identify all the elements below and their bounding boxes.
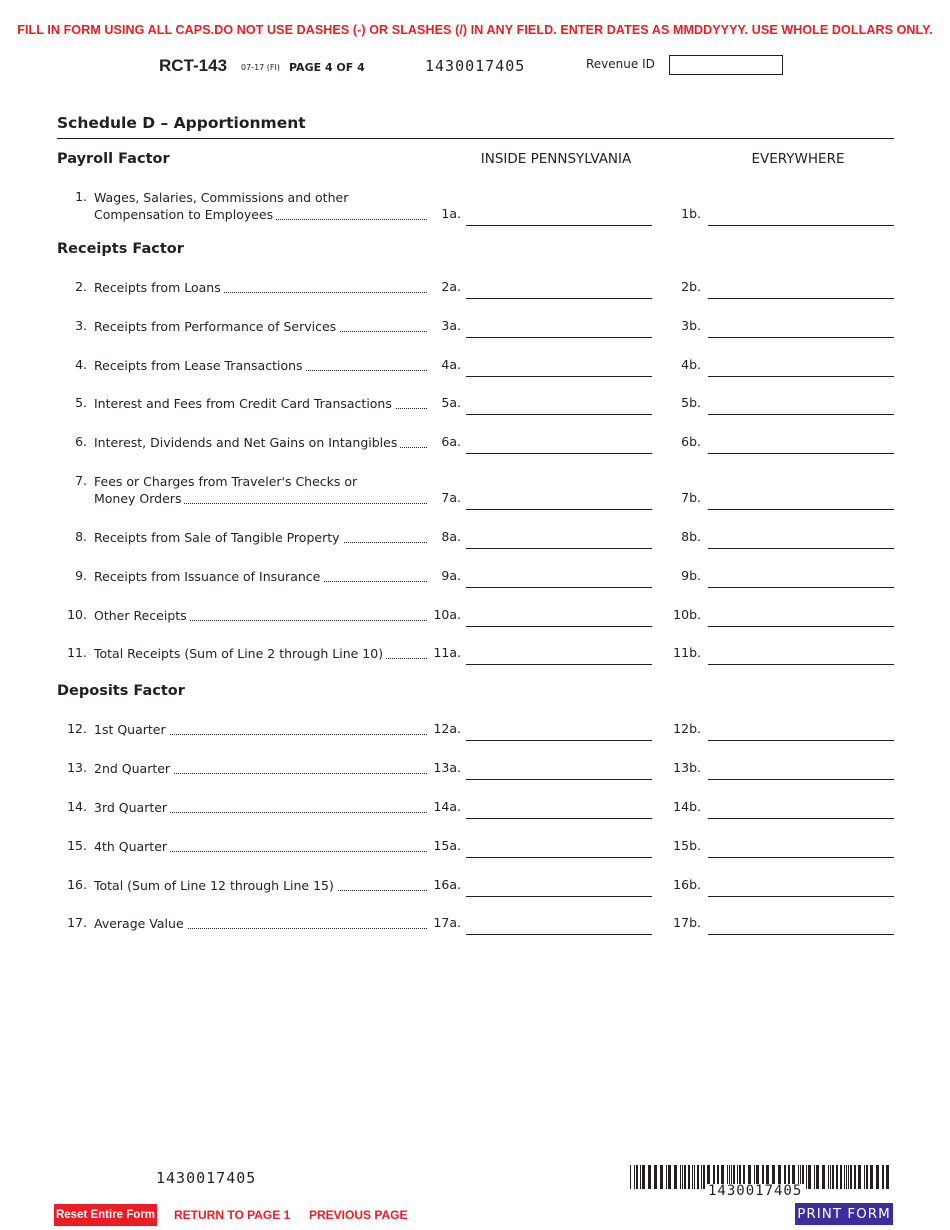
line-row-8 — [0, 529, 950, 569]
barcode-bar — [858, 1165, 861, 1189]
barcode-bar — [828, 1165, 829, 1189]
line-label: 4th Quarter — [94, 838, 427, 855]
line-label: Receipts from Lease Transactions — [94, 357, 427, 374]
barcode-bar — [654, 1165, 657, 1189]
barcode-bar — [648, 1165, 651, 1189]
footer-document-number: 1430017405 — [156, 1169, 257, 1187]
document-number: 1430017405 — [425, 57, 526, 75]
barcode-bar — [701, 1165, 702, 1189]
field-11b[interactable] — [708, 646, 894, 665]
line-row-14 — [0, 799, 950, 839]
field-7a[interactable] — [466, 491, 652, 510]
barcode-bar — [876, 1165, 879, 1189]
field-10b[interactable] — [708, 608, 894, 627]
field-6b[interactable] — [708, 435, 894, 454]
line-code-b: 17b. — [673, 915, 701, 930]
field-15b[interactable] — [708, 839, 894, 858]
line-row-9 — [0, 568, 950, 608]
barcode-bar — [680, 1165, 681, 1189]
line-number: 1. — [75, 189, 87, 204]
field-5a[interactable] — [466, 396, 652, 415]
barcode-bar — [854, 1165, 856, 1189]
line-label: Other Receipts — [94, 607, 427, 624]
barcode-bar — [846, 1165, 847, 1189]
form-instructions: FILL IN FORM USING ALL CAPS.DO NOT USE DASHES (-) OR SLASHES (/) IN ANY FIELD. ENTER DATES AS MMDDYYYY. USE WHOLE DOLLARS ONLY. — [17, 23, 933, 37]
column-header-everywhere: EVERYWHERE — [751, 151, 845, 167]
barcode-bar — [844, 1165, 845, 1189]
barcode-bar — [660, 1165, 663, 1189]
line-label: Receipts from Loans — [94, 279, 427, 296]
field-2b[interactable] — [708, 280, 894, 299]
barcode-bar — [848, 1165, 849, 1189]
barcode-bar — [836, 1165, 838, 1189]
line-label: 2nd Quarter — [94, 760, 427, 777]
line-code-b: 3b. — [681, 318, 701, 333]
field-9b[interactable] — [708, 569, 894, 588]
barcode-bar — [806, 1165, 807, 1189]
barcode-bar — [870, 1165, 873, 1189]
field-4b[interactable] — [708, 358, 894, 377]
field-14b[interactable] — [708, 800, 894, 819]
line-label: Wages, Salaries, Commissions and other Compensation to Employees — [94, 189, 427, 223]
field-17a[interactable] — [466, 916, 652, 935]
line-code-b: 16b. — [673, 877, 701, 892]
line-label: Average Value — [94, 915, 427, 932]
section-deposits-factor: Deposits Factor — [57, 683, 185, 699]
line-code-a: 15a. — [433, 838, 461, 853]
line-code-a: 14a. — [433, 799, 461, 814]
barcode-bar — [682, 1165, 683, 1189]
line-row-2 — [0, 279, 950, 319]
barcode-bar — [666, 1165, 667, 1189]
field-17b[interactable] — [708, 916, 894, 935]
barcode-bar — [703, 1165, 705, 1189]
line-code-a: 12a. — [433, 721, 461, 736]
line-code-a: 9a. — [441, 568, 461, 583]
line-code-a: 6a. — [441, 434, 461, 449]
line-number: 6. — [75, 434, 87, 449]
column-header-inside-pennsylvania: INSIDE PENNSYLVANIA — [480, 151, 632, 167]
line-row-15 — [0, 838, 950, 878]
barcode-bar — [674, 1165, 677, 1189]
field-10a[interactable] — [466, 608, 652, 627]
field-1a[interactable] — [466, 207, 652, 226]
field-12b[interactable] — [708, 722, 894, 741]
previous-page-link[interactable]: PREVIOUS PAGE — [309, 1208, 408, 1222]
line-label: Interest and Fees from Credit Card Transactions — [94, 395, 427, 412]
title-divider — [57, 138, 894, 139]
line-code-b: 2b. — [681, 279, 701, 294]
barcode-bar — [832, 1165, 834, 1189]
line-code-b: 10b. — [673, 607, 701, 622]
line-code-b: 11b. — [673, 645, 701, 660]
line-row-17 — [0, 915, 950, 955]
barcode-bar — [688, 1165, 690, 1189]
line-number: 11. — [67, 645, 87, 660]
line-code-a: 3a. — [441, 318, 461, 333]
field-8a[interactable] — [466, 530, 652, 549]
barcode-bar — [866, 1165, 868, 1189]
barcode-bar — [697, 1165, 699, 1189]
field-15a[interactable] — [466, 839, 652, 858]
line-label: Interest, Dividends and Net Gains on Intangibles — [94, 434, 427, 451]
line-number: 3. — [75, 318, 87, 333]
field-5b[interactable] — [708, 396, 894, 415]
line-number: 9. — [75, 568, 87, 583]
revenue-id-field[interactable] — [669, 55, 783, 75]
line-number: 17. — [67, 915, 87, 930]
line-label: Receipts from Issuance of Insurance — [94, 568, 427, 585]
barcode-bar — [634, 1165, 635, 1189]
line-row-3 — [0, 318, 950, 358]
field-9a[interactable] — [466, 569, 652, 588]
page-indicator: PAGE 4 OF 4 — [289, 61, 365, 74]
barcode-number: 1430017405 — [708, 1183, 803, 1199]
line-code-a: 1a. — [441, 206, 461, 221]
line-row-13 — [0, 760, 950, 800]
line-row-1 — [0, 188, 950, 228]
field-8b[interactable] — [708, 530, 894, 549]
line-code-b: 14b. — [673, 799, 701, 814]
line-number: 15. — [67, 838, 87, 853]
field-16a[interactable] — [466, 878, 652, 897]
line-number: 4. — [75, 357, 87, 372]
reset-form-button[interactable]: Reset Entire Form — [54, 1204, 157, 1226]
form-revision: 07-17 (FI) — [241, 63, 280, 72]
field-14a[interactable] — [466, 800, 652, 819]
line-code-a: 4a. — [441, 357, 461, 372]
barcode-bar — [830, 1165, 831, 1189]
barcode-bar — [816, 1165, 819, 1189]
line-number: 13. — [67, 760, 87, 775]
barcode-bar — [684, 1165, 686, 1189]
line-code-b: 5b. — [681, 395, 701, 410]
return-to-page-1-link[interactable]: RETURN TO PAGE 1 — [174, 1208, 291, 1222]
barcode-bar — [642, 1165, 645, 1189]
line-label: 3rd Quarter — [94, 799, 427, 816]
line-row-12 — [0, 721, 950, 761]
barcode-bar — [886, 1165, 889, 1189]
line-code-b: 9b. — [681, 568, 701, 583]
line-label: Fees or Charges from Traveler's Checks or Money Orders — [94, 473, 427, 507]
line-row-4 — [0, 357, 950, 397]
line-number: 2. — [75, 279, 87, 294]
line-code-a: 7a. — [441, 490, 461, 505]
line-number: 14. — [67, 799, 87, 814]
line-code-a: 8a. — [441, 529, 461, 544]
line-number: 5. — [75, 395, 87, 410]
line-code-b: 7b. — [681, 490, 701, 505]
line-number: 7. — [75, 473, 87, 488]
revenue-id-label: Revenue ID — [586, 57, 655, 71]
field-13b[interactable] — [708, 761, 894, 780]
line-row-7 — [0, 472, 950, 512]
section-receipts-factor: Receipts Factor — [57, 241, 184, 257]
field-3b[interactable] — [708, 319, 894, 338]
section-payroll-factor: Payroll Factor — [57, 151, 170, 167]
field-7b[interactable] — [708, 491, 894, 510]
barcode-bar — [630, 1165, 631, 1189]
field-2a[interactable] — [466, 280, 652, 299]
barcode-bar — [822, 1165, 825, 1189]
line-row-6 — [0, 434, 950, 474]
barcode-bar — [668, 1165, 671, 1189]
line-code-b: 12b. — [673, 721, 701, 736]
line-number: 10. — [67, 607, 87, 622]
line-code-a: 5a. — [441, 395, 461, 410]
line-label: Receipts from Sale of Tangible Property — [94, 529, 427, 546]
print-form-button[interactable]: PRINT FORM — [795, 1203, 893, 1225]
line-code-a: 16a. — [433, 877, 461, 892]
field-16b[interactable] — [708, 878, 894, 897]
barcode-bar — [882, 1165, 884, 1189]
line-code-b: 13b. — [673, 760, 701, 775]
line-code-b: 1b. — [681, 206, 701, 221]
line-number: 16. — [67, 877, 87, 892]
line-code-b: 6b. — [681, 434, 701, 449]
line-row-11 — [0, 645, 950, 685]
barcode-bar — [692, 1165, 693, 1189]
field-3a[interactable] — [466, 319, 652, 338]
field-12a[interactable] — [466, 722, 652, 741]
line-row-10 — [0, 607, 950, 647]
schedule-title: Schedule D – Apportionment — [57, 114, 306, 132]
form-number: RCT-143 — [159, 56, 228, 75]
barcode-bar — [864, 1165, 865, 1189]
line-code-a: 13a. — [433, 760, 461, 775]
barcode-bar — [640, 1165, 641, 1189]
line-code-a: 2a. — [441, 279, 461, 294]
barcode-bar — [808, 1165, 811, 1189]
line-label: Receipts from Performance of Services — [94, 318, 427, 335]
line-code-a: 11a. — [433, 645, 461, 660]
line-number: 8. — [75, 529, 87, 544]
barcode-bar — [840, 1165, 842, 1189]
line-number: 12. — [67, 721, 87, 736]
line-row-16 — [0, 877, 950, 917]
barcode-bar — [636, 1165, 638, 1189]
barcode-bar — [814, 1165, 815, 1189]
line-label: 1st Quarter — [94, 721, 427, 738]
field-1b[interactable] — [708, 207, 894, 226]
barcode-bar — [694, 1165, 695, 1189]
field-11a[interactable] — [466, 646, 652, 665]
line-row-5 — [0, 395, 950, 435]
field-4a[interactable] — [466, 358, 652, 377]
line-code-b: 4b. — [681, 357, 701, 372]
line-label: Total (Sum of Line 12 through Line 15) — [94, 877, 427, 894]
field-13a[interactable] — [466, 761, 652, 780]
line-code-b: 8b. — [681, 529, 701, 544]
line-code-b: 15b. — [673, 838, 701, 853]
line-code-a: 10a. — [433, 607, 461, 622]
line-label: Total Receipts (Sum of Line 2 through Line 10) — [94, 645, 427, 662]
barcode-bar — [850, 1165, 852, 1189]
line-code-a: 17a. — [433, 915, 461, 930]
field-6a[interactable] — [466, 435, 652, 454]
